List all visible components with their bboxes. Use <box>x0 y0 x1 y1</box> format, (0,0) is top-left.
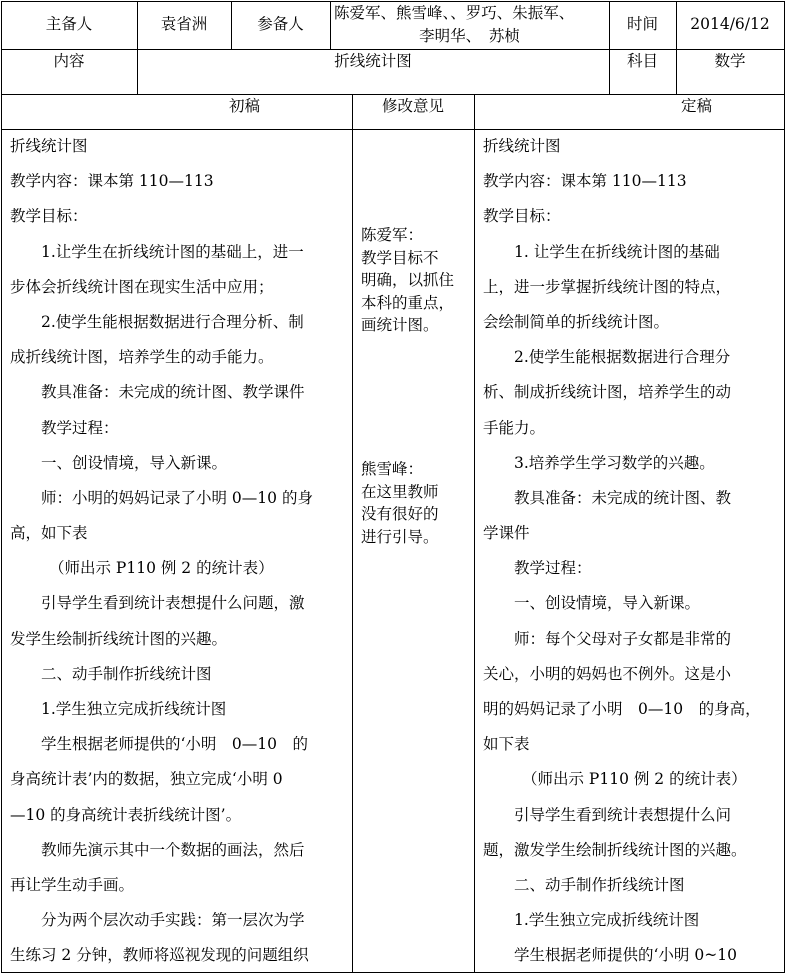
draft-column <box>10 134 346 979</box>
draft-line: （师出示 P110 例 2 的统计表） <box>49 559 274 578</box>
draft-line: —10 的身高统计表折线统计图’。 <box>10 805 242 824</box>
co-preparer-names-line1: 陈爱军、熊雪峰、、罗巧、朱振军、 <box>334 4 575 22</box>
final-line: 明的妈妈记录了小明 0—10 的身高， <box>483 700 761 718</box>
subject-value: 数学 <box>714 52 746 70</box>
draft-line: 一、创设情境，导入新课。 <box>41 453 228 472</box>
host-name: 袁省洲 <box>160 15 208 33</box>
host-label: 主备人 <box>45 15 93 33</box>
draft-line: 1.让学生在折线统计图的基础上，进一 <box>41 242 304 261</box>
final-line: 析、制成折线统计图，培养学生的动 <box>483 383 732 402</box>
draft-line: 再让学生动手画。 <box>10 875 135 894</box>
draft-line: 教师先演示其中一个数据的画法，然后 <box>41 840 305 859</box>
draft-line: 引导学生看到统计表想提什么问题，激 <box>41 594 305 613</box>
final-line: 教学过程： <box>514 559 592 578</box>
draft-line: 师：小明的妈妈记录了小明 0—10 的身 <box>41 488 313 507</box>
final-line: 1.学生独立完成折线统计图 <box>514 911 700 930</box>
draft-line: 步体会折线统计图在现实生活中应用； <box>10 277 274 296</box>
final-line: 上，进一步掌握折线统计图的特点， <box>483 277 732 296</box>
draft-column-heading: 初稿 <box>228 97 260 115</box>
draft-line: 学生根据老师提供的‘小明 0—10 的 <box>41 735 309 754</box>
final-line: 学课件 <box>483 524 530 543</box>
final-line: 手能力。 <box>483 418 546 437</box>
final-line: 1. 让学生在折线统计图的基础 <box>514 242 720 261</box>
draft-line: 身高统计表’内的数据，独立完成‘小明 0 <box>10 770 283 789</box>
comment-author: 熊雪峰： <box>361 460 424 478</box>
draft-line: 教学过程： <box>41 418 119 437</box>
row-divider-2 <box>1 94 785 95</box>
row-divider-3 <box>1 129 785 130</box>
comment-line: 本科的重点， <box>361 293 455 312</box>
final-line: 如下表 <box>483 735 530 754</box>
grid-col-final-divider <box>474 94 475 973</box>
draft-line: 高，如下表 <box>10 524 88 543</box>
draft-line: 生练习 2 分钟，教师将巡视发现的问题组织 <box>10 946 309 965</box>
grid-col-5 <box>676 1 677 95</box>
comment-line: 教学目标不 <box>361 248 439 267</box>
table-border-left <box>1 1 2 973</box>
content-label: 内容 <box>53 52 85 70</box>
comment-line: 明确，以抓住 <box>361 271 455 289</box>
final-line: 教学目标： <box>483 207 561 226</box>
draft-line: 教学目标： <box>10 207 88 226</box>
final-line: 引导学生看到统计表想提什么问 <box>514 805 732 824</box>
comment-line: 在这里教师 <box>361 482 439 501</box>
final-line: 3.培养学生学习数学的兴趣。 <box>514 453 715 472</box>
time-label: 时间 <box>626 15 658 33</box>
comment-author: 陈爱军： <box>361 226 424 244</box>
grid-col-4 <box>609 1 610 95</box>
comments-column-heading: 修改意见 <box>381 97 444 115</box>
draft-line: 教具准备：未完成的统计图、教学课件 <box>41 383 305 402</box>
final-line: 教学内容：课本第 110—113 <box>483 172 687 191</box>
final-line: 关心，小明的妈妈也不例外。这是小 <box>483 664 732 683</box>
final-column-heading: 定稿 <box>680 97 712 115</box>
draft-line: 成折线统计图，培养学生的动手能力。 <box>10 348 274 367</box>
final-line: 学生根据老师提供的‘小明 0~10 <box>514 946 737 965</box>
draft-line: 1.学生独立完成折线统计图 <box>41 700 227 718</box>
final-line: 会绘制简单的折线统计图。 <box>483 312 670 331</box>
comment-chen-aijun <box>361 224 467 337</box>
draft-line: 折线统计图 <box>10 137 88 155</box>
grid-col-draft-divider <box>352 94 353 973</box>
final-line: （师出示 P110 例 2 的统计表） <box>522 770 747 789</box>
comment-line: 没有很好的 <box>361 505 439 523</box>
subject-label: 科目 <box>626 52 658 70</box>
co-preparer-label: 参备人 <box>257 15 304 33</box>
comment-line: 画统计图。 <box>361 316 439 334</box>
table-border-top <box>1 1 785 2</box>
final-line: 2.使学生能根据数据进行合理分 <box>514 348 731 367</box>
content-value: 折线统计图 <box>334 52 412 70</box>
time-value: 2014/6/12 <box>690 15 770 33</box>
draft-line: 教学内容：课本第 110—113 <box>10 172 214 191</box>
final-line: 教具准备：未完成的统计图、教 <box>514 488 732 507</box>
final-line: 折线统计图 <box>483 137 561 155</box>
row-divider-1 <box>1 49 785 50</box>
draft-line: 分为两个层次动手实践：第一层次为学 <box>41 911 305 930</box>
final-line: 题，激发学生绘制折线统计图的兴趣。 <box>483 840 747 859</box>
grid-col-1 <box>137 1 138 95</box>
draft-line: 发学生绘制折线统计图的兴趣。 <box>10 629 228 648</box>
comment-xiong-xuefeng <box>361 458 467 548</box>
comment-line: 进行引导。 <box>361 527 439 546</box>
co-preparer-names-line2: 李明华、 苏桢 <box>419 27 520 45</box>
table-border-right <box>784 1 785 973</box>
final-line: 师：每个父母对子女都是非常的 <box>514 629 732 648</box>
draft-line: 2.使学生能根据数据进行合理分析、制 <box>41 312 304 331</box>
final-line: 一、创设情境，导入新课。 <box>514 594 701 613</box>
final-line: 二、动手制作折线统计图 <box>514 875 685 894</box>
final-column <box>483 134 779 979</box>
draft-line: 二、动手制作折线统计图 <box>41 664 212 683</box>
